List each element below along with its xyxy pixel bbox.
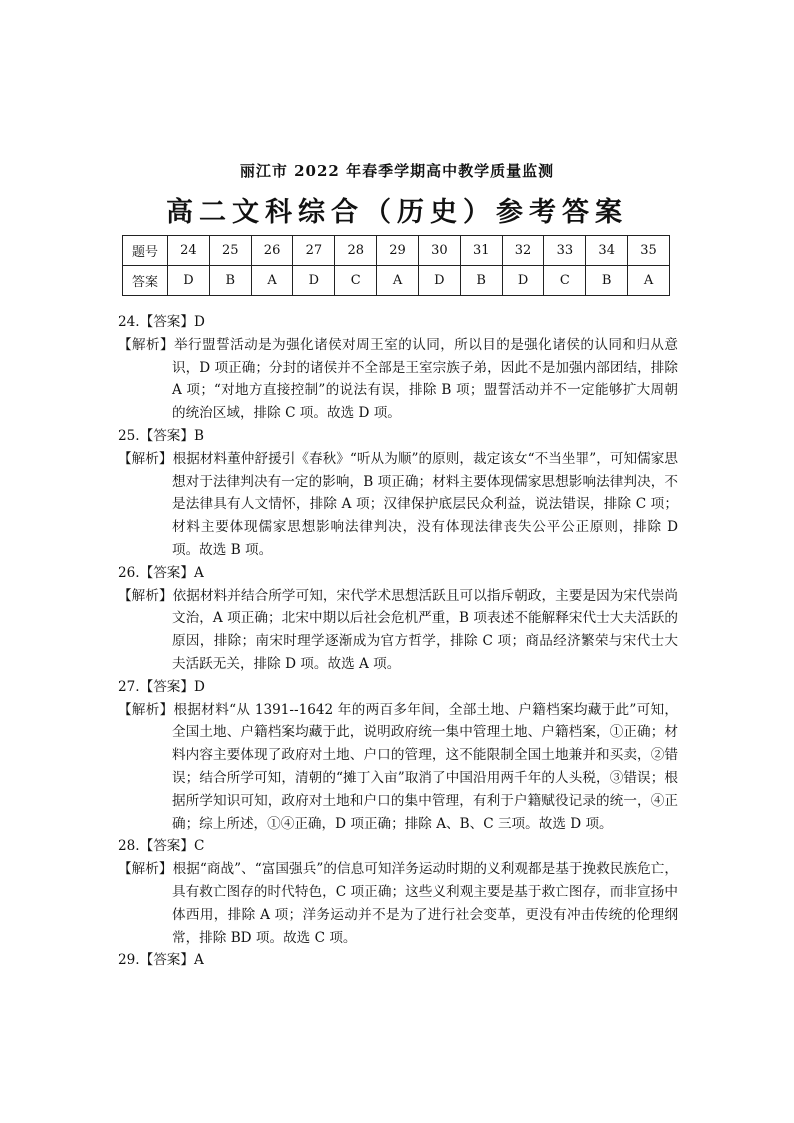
answer-row: [123, 266, 670, 296]
answer-cell: A: [251, 266, 293, 296]
page-title: 高二文科综合（历史）参考答案: [166, 197, 628, 228]
question-number-cell: 33: [544, 236, 586, 266]
exam-subtitle: 丽江市 2022 年春季学期高中教学质量监测: [239, 162, 555, 180]
question-number-row: [123, 236, 670, 266]
explanations: [118, 311, 678, 972]
answer-heading-29: 29.【答案】A: [118, 952, 204, 969]
answer-heading-24: 24.【答案】D: [118, 314, 205, 330]
answer-heading-27: 27.【答案】D: [118, 678, 205, 695]
explanation-28: 【解析】根据“商战”、“富国强兵”的信息可知洋务运动时期的义利观都是基于挽救民族危亡，具有救亡图存的时代特色，C 项正确；这些义利观主要是基于救亡图存，而非宣扬中体西用，排除 A 项；洋务运动并不是为了进行社会变革，更没有冲击传统的伦理纲常，排除 BD 项。故选 C 项。: [118, 861, 678, 946]
row-label-answers: 答案: [123, 266, 168, 296]
row-label-numbers: 题号: [123, 236, 168, 266]
answer-cell: D: [293, 266, 335, 296]
answer-cell: D: [418, 266, 460, 296]
explanation-25: 【解析】根据材料董仲舒援引《春秋》“听从为顺”的原则，裁定该女“不当坐罪”，可知儒家思想对于法律判决有一定的影响，B 项正确；材料主要体现儒家思想影响法律判决，不是法律具有人文情怀，排除 A 项；汉律保护底层民众利益，说法错误，排除 C 项；材料主要体现儒家思想影响法律判决，没有体现法律丧失公平公正原则，排除 D 项。故选 B 项。: [118, 450, 678, 558]
answer-cell: B: [209, 266, 251, 296]
answer-cell: B: [586, 266, 628, 296]
answer-cell: D: [502, 266, 544, 296]
answer-heading-28: 28.【答案】C: [118, 838, 205, 855]
answer-cell: A: [628, 266, 670, 296]
question-number-cell: 25: [209, 236, 251, 266]
explanation-26: 【解析】依据材料并结合所学可知，宋代学术思想活跃且可以指斥朝政，主要是因为宋代崇尚文治，A 项正确；北宋中期以后社会危机严重，B 项表述不能解释宋代士大夫活跃的原因，排除；南宋时理学逐渐成为官方哲学，排除 C 项；商品经济繁荣与宋代士大夫活跃无关，排除 D 项。故选 A 项。: [118, 587, 678, 672]
question-number-cell: 30: [418, 236, 460, 266]
question-number-cell: 28: [335, 236, 377, 266]
question-number-cell: 26: [251, 236, 293, 266]
answer-table: [122, 235, 670, 296]
answer-heading-25: 25.【答案】B: [118, 427, 204, 444]
answer-cell: A: [377, 266, 419, 296]
explanation-24: 【解析】举行盟誓活动是为强化诸侯对周王室的认同，所以目的是强化诸侯的认同和归从意识，D 项正确；分封的诸侯并不全部是王室宗族子弟，因此不是加强内部团结，排除 A 项；“对地方直接控制”的说法有误，排除 B 项；盟誓活动并不一定能够扩大周朝的统治区域，排除 C 项。故选 D 项。: [118, 336, 678, 422]
answer-cell: C: [544, 266, 586, 296]
question-number-cell: 24: [168, 236, 210, 266]
answer-cell: C: [335, 266, 377, 296]
question-number-cell: 29: [377, 236, 419, 266]
answer-cell: D: [168, 266, 210, 296]
answer-heading-26: 26.【答案】A: [118, 564, 204, 581]
answer-cell: B: [460, 266, 502, 296]
explanation-27: 【解析】根据材料“从 1391--1642 年的两百多年间，全部土地、户籍档案均藏于此”可知，全国土地、户籍档案均藏于此，说明政府统一集中管理土地、户籍档案，①正确；材料内容主要体现了政府对土地、户口的管理，这不能限制全国土地兼并和买卖，②错误；结合所学可知，清朝的“摊丁入亩”取消了中国沿用两千年的人头税，③错误；根据所学知识可知，政府对土地和户口的集中管理，有利于户籍赋役记录的统一，④正确；综上所述，①④正确，D 项正确；排除 A、B、C 三项。故选 D 项。: [118, 701, 678, 832]
question-number-cell: 31: [460, 236, 502, 266]
question-number-cell: 35: [628, 236, 670, 266]
question-number-cell: 32: [502, 236, 544, 266]
question-number-cell: 27: [293, 236, 335, 266]
question-number-cell: 34: [586, 236, 628, 266]
